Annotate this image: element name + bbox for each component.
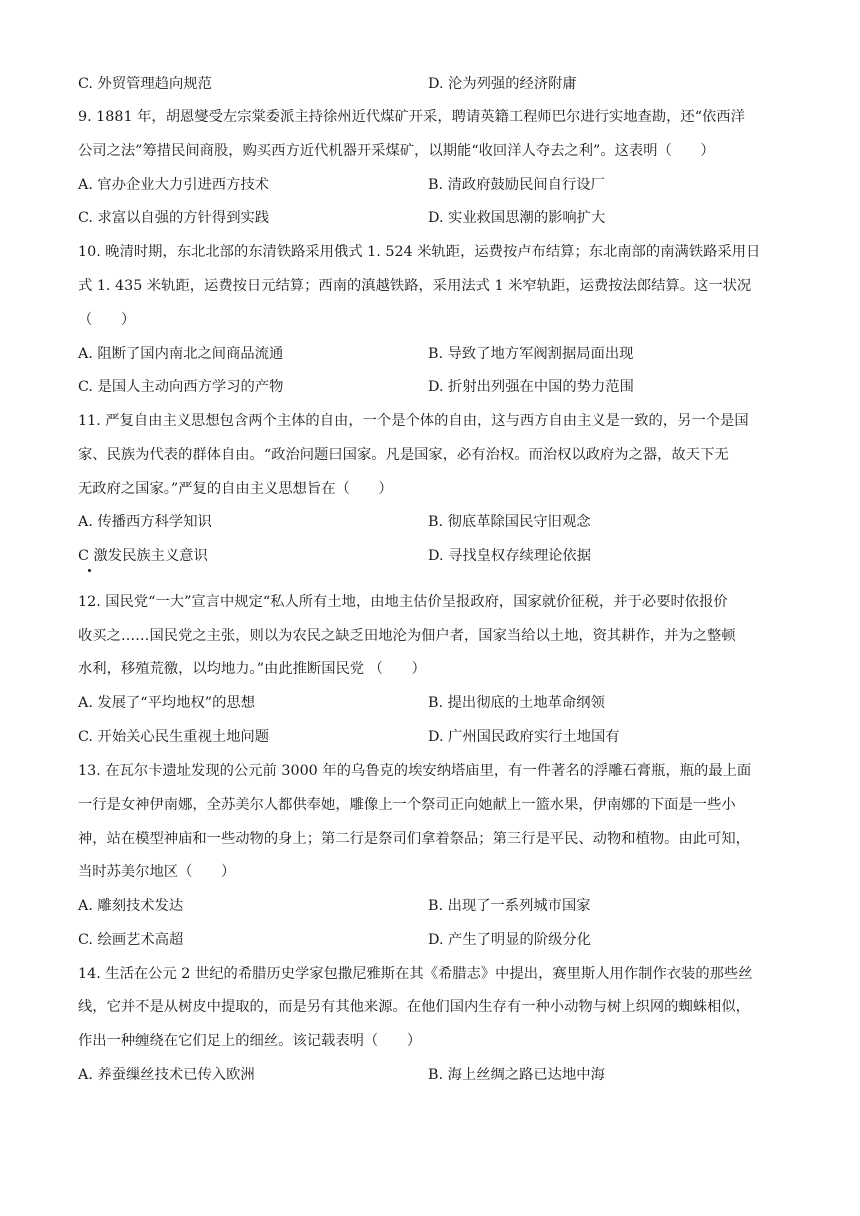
q11-stem-line-1: 11. 严复自由主义思想包含两个主体的自由，一个是个体的自由，这与西方自由主义是一致的，另一个是国 <box>78 413 749 429</box>
q13-option-c: C. 绘画艺术高超 <box>78 932 184 948</box>
q9-option-d: D. 实业救国思潮的影响扩大 <box>428 210 606 226</box>
q10-option-b: B. 导致了地方军阀割据局面出现 <box>428 346 634 362</box>
stray-dot-mark <box>88 569 91 572</box>
q11-option-a: A. 传播西方科学知识 <box>78 514 212 530</box>
q11-option-d: D. 寻找皇权存续理论依据 <box>428 548 592 564</box>
q14-stem-line-2: 线，它并不是从树皮中提取的，而是另有其他来源。在他们国内生存有一种小动物与树上织网的蜘蛛相似， <box>78 999 750 1015</box>
q12-option-d: D. 广州国民政府实行土地国有 <box>428 729 620 745</box>
q13-option-a: A. 雕刻技术发达 <box>78 898 184 914</box>
q10-stem-line-1: 10. 晚清时期，东北北部的东清铁路采用俄式 1. 524 米轨距，运费按卢布结算；东北南部的南满铁路采用日 <box>78 244 761 260</box>
q12-stem-line-3: 水利，移殖荒徼，以均地力。”由此推断国民党 （ ） <box>78 661 426 677</box>
q9-option-a: A. 官办企业大力引进西方技术 <box>78 177 269 193</box>
q9-stem-line-2: 公司之法”筹措民间商股，购买西方近代机器开采煤矿，以期能“收回洋人夺去之利”。这表明（ ） <box>78 143 715 159</box>
q13-option-b: B. 出现了一系列城市国家 <box>428 898 591 914</box>
q14-stem-line-1: 14. 生活在公元 2 世纪的希腊历史学家包撒尼雅斯在其《希腊志》中提出，赛里斯人用作制作衣装的那些丝 <box>78 966 753 982</box>
q14-option-b: B. 海上丝绸之路已达地中海 <box>428 1067 605 1083</box>
q8-option-d: D. 沦为列强的经济附庸 <box>428 76 577 92</box>
q12-option-b: B. 提出彻底的土地革命纲领 <box>428 695 605 711</box>
q13-stem-line-2: 一行是女神伊南娜，全苏美尔人都供奉她，雕像上一个祭司正向她献上一篮水果，伊南娜的下面是一些小 <box>78 797 736 813</box>
q12-stem-line-1: 12. 国民党“一大”宣言中规定“私人所有土地，由地主估价呈报政府，国家就价征税，并于必要时依报价 <box>78 594 728 610</box>
q11-option-b: B. 彻底革除国民守旧观念 <box>428 514 591 530</box>
q11-stem-line-3: 无政府之国家。”严复的自由主义思想旨在（ ） <box>78 481 393 497</box>
q13-stem-line-1: 13. 在瓦尔卡遗址发现的公元前 3000 年的乌鲁克的埃安纳塔庙里，有一件著名的浮雕石膏瓶，瓶的最上面 <box>78 763 752 779</box>
q11-stem-line-2: 家、民族为代表的群体自由。“政治问题曰国家。凡是国家，必有治权。而治权以政府为之器，故天下无 <box>78 447 729 463</box>
q12-option-c: C. 开始关心民生重视土地问题 <box>78 729 270 745</box>
q11-option-c: C 激发民族主义意识 <box>78 548 208 564</box>
q13-stem-line-3: 神，站在模型神庙和一些动物的身上；第二行是祭司们拿着祭品；第三行是平民、动物和植物。由此可知， <box>78 831 750 847</box>
q10-stem-line-2: 式 1. 435 米轨距，运费按日元结算；西南的滇越铁路，采用法式 1 米窄轨距，运费按法郎结算。这一状况 <box>78 278 752 294</box>
q9-stem-line-1: 9. 1881 年，胡恩燮受左宗棠委派主持徐州近代煤矿开采，聘请英籍工程师巴尔进行实地查勘，还“依西洋 <box>78 109 745 125</box>
q13-stem-line-4: 当时苏美尔地区（ ） <box>78 864 236 880</box>
q10-option-a: A. 阻断了国内南北之间商品流通 <box>78 346 284 362</box>
q10-stem-line-3: （ ） <box>78 312 136 328</box>
q8-option-c: C. 外贸管理趋向规范 <box>78 76 212 92</box>
q9-option-b: B. 清政府鼓励民间自行设厂 <box>428 177 605 193</box>
q12-stem-line-2: 收买之……国民党之主张，则以为农民之缺乏田地沦为佃户者，国家当给以土地，资其耕作，并为之整顿 <box>78 628 736 644</box>
q14-option-a: A. 养蚕缫丝技术已传入欧洲 <box>78 1067 255 1083</box>
q10-option-d: D. 折射出列强在中国的势力范围 <box>428 379 634 395</box>
q9-option-c: C. 求富以自强的方针得到实践 <box>78 210 270 226</box>
q10-option-c: C. 是国人主动向西方学习的产物 <box>78 379 284 395</box>
q14-stem-line-3: 作出一种缠绕在它们足上的细丝。该记载表明（ ） <box>78 1033 422 1049</box>
q12-option-a: A. 发展了“平均地权”的思想 <box>78 695 255 711</box>
q13-option-d: D. 产生了明显的阶级分化 <box>428 932 592 948</box>
